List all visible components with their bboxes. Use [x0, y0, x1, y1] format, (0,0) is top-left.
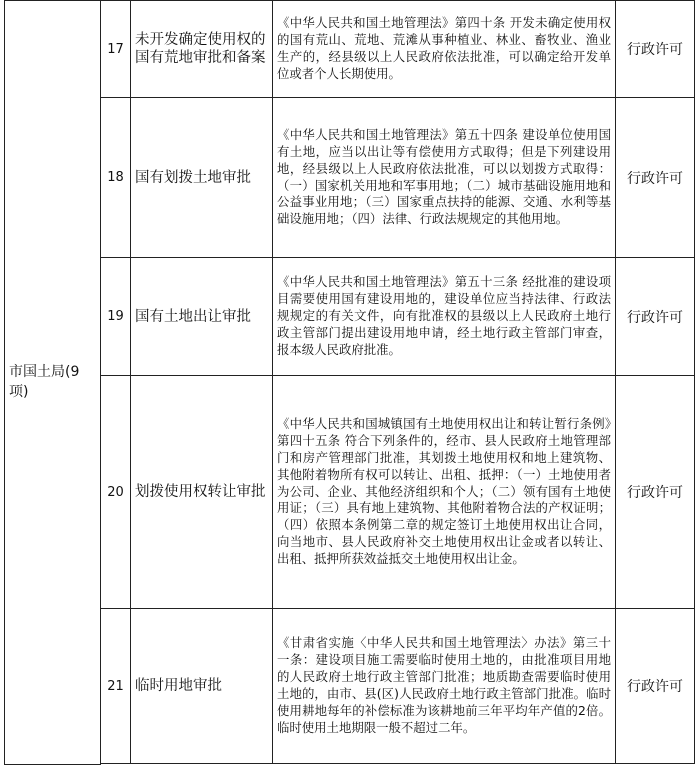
permit-type: 行政许可: [616, 258, 695, 376]
item-name: 未开发确定使用权的国有荒地审批和备案: [131, 1, 273, 98]
permit-type: 行政许可: [616, 1, 695, 98]
table-row: [5, 98, 695, 258]
legal-basis: 《中华人民共和国土地管理法》第四十条 开发未确定使用权的国有荒山、荒地、荒滩从事种植业、林业、畜牧业、渔业生产的，经县级以上人民政府依法批准，可以确定给开发单位或者个人长期使用。: [273, 1, 616, 98]
item-name: 划拨使用权转让审批: [131, 376, 273, 609]
table-row: [5, 1, 695, 98]
permit-type: 行政许可: [616, 98, 695, 258]
table-row: [5, 609, 695, 764]
legal-basis: 《中华人民共和国土地管理法》第五十三条 经批准的建设项目需要使用国有建设用地的，建设单位应当持法律、行政法规规定的有关文件，向有批准权的县级以上人民政府土地行政主管部门提出建设用地申请，经土地行政主管部门审查，报本级人民政府批准。: [273, 258, 616, 376]
permit-table: [4, 0, 695, 765]
item-name: 临时用地审批: [131, 609, 273, 764]
item-number: 17: [101, 1, 131, 98]
legal-basis: 《甘肃省实施〈中华人民共和国土地管理法〉办法》第三十一条：建设项目施工需要临时使用土地的，由批准项目用地的人民政府土地行政主管部门批准；地质勘查需要临时使用土地的，由市、县(区)人民政府土地行政主管部门批准。临时使用耕地每年的补偿标准为该耕地前三年平均年产值的2倍。临时使用土地期限一般不超过二年。: [273, 609, 616, 764]
legal-basis: 《中华人民共和国土地管理法》第五十四条 建设单位使用国有土地，应当以出让等有偿使用方式取得；但是下列建设用地，经县级以上人民政府依法批准，可以以划拨方式取得：（一）国家机关用地和军事用地；（二）城市基础设施用地和公益事业用地；（三）国家重点扶持的能源、交通、水利等基础设施用地；（四）法律、行政法规规定的其他用地。: [273, 98, 616, 258]
permit-type: 行政许可: [616, 376, 695, 609]
item-number: 19: [101, 258, 131, 376]
item-number: 18: [101, 98, 131, 258]
item-name: 国有划拨土地审批: [131, 98, 273, 258]
legal-basis: 《中华人民共和国城镇国有土地使用权出让和转让暂行条例》第四十五条 符合下列条件的，经市、县人民政府土地管理部门和房产管理部门批准，其划拨土地使用权和地上建筑物、其他附着物所有权可以转让、出租、抵押：（一）土地使用者为公司、企业、其他经济组织和个人；（二）领有国有土地使用证；（三）具有地上建筑物、其他附着物合法的产权证明；（四）依照本条例第二章的规定签订土地使用权出让合同，向当地市、县人民政府补交土地使用权出让金或者以转让、出租、抵押所获效益抵交土地使用权出让金。: [273, 376, 616, 609]
table-row: [5, 258, 695, 376]
item-number: 20: [101, 376, 131, 609]
permit-type: 行政许可: [616, 609, 695, 764]
item-name: 国有土地出让审批: [131, 258, 273, 376]
department-cell: 市国土局(9项): [5, 1, 101, 765]
table-row: [5, 376, 695, 609]
item-number: 21: [101, 609, 131, 764]
